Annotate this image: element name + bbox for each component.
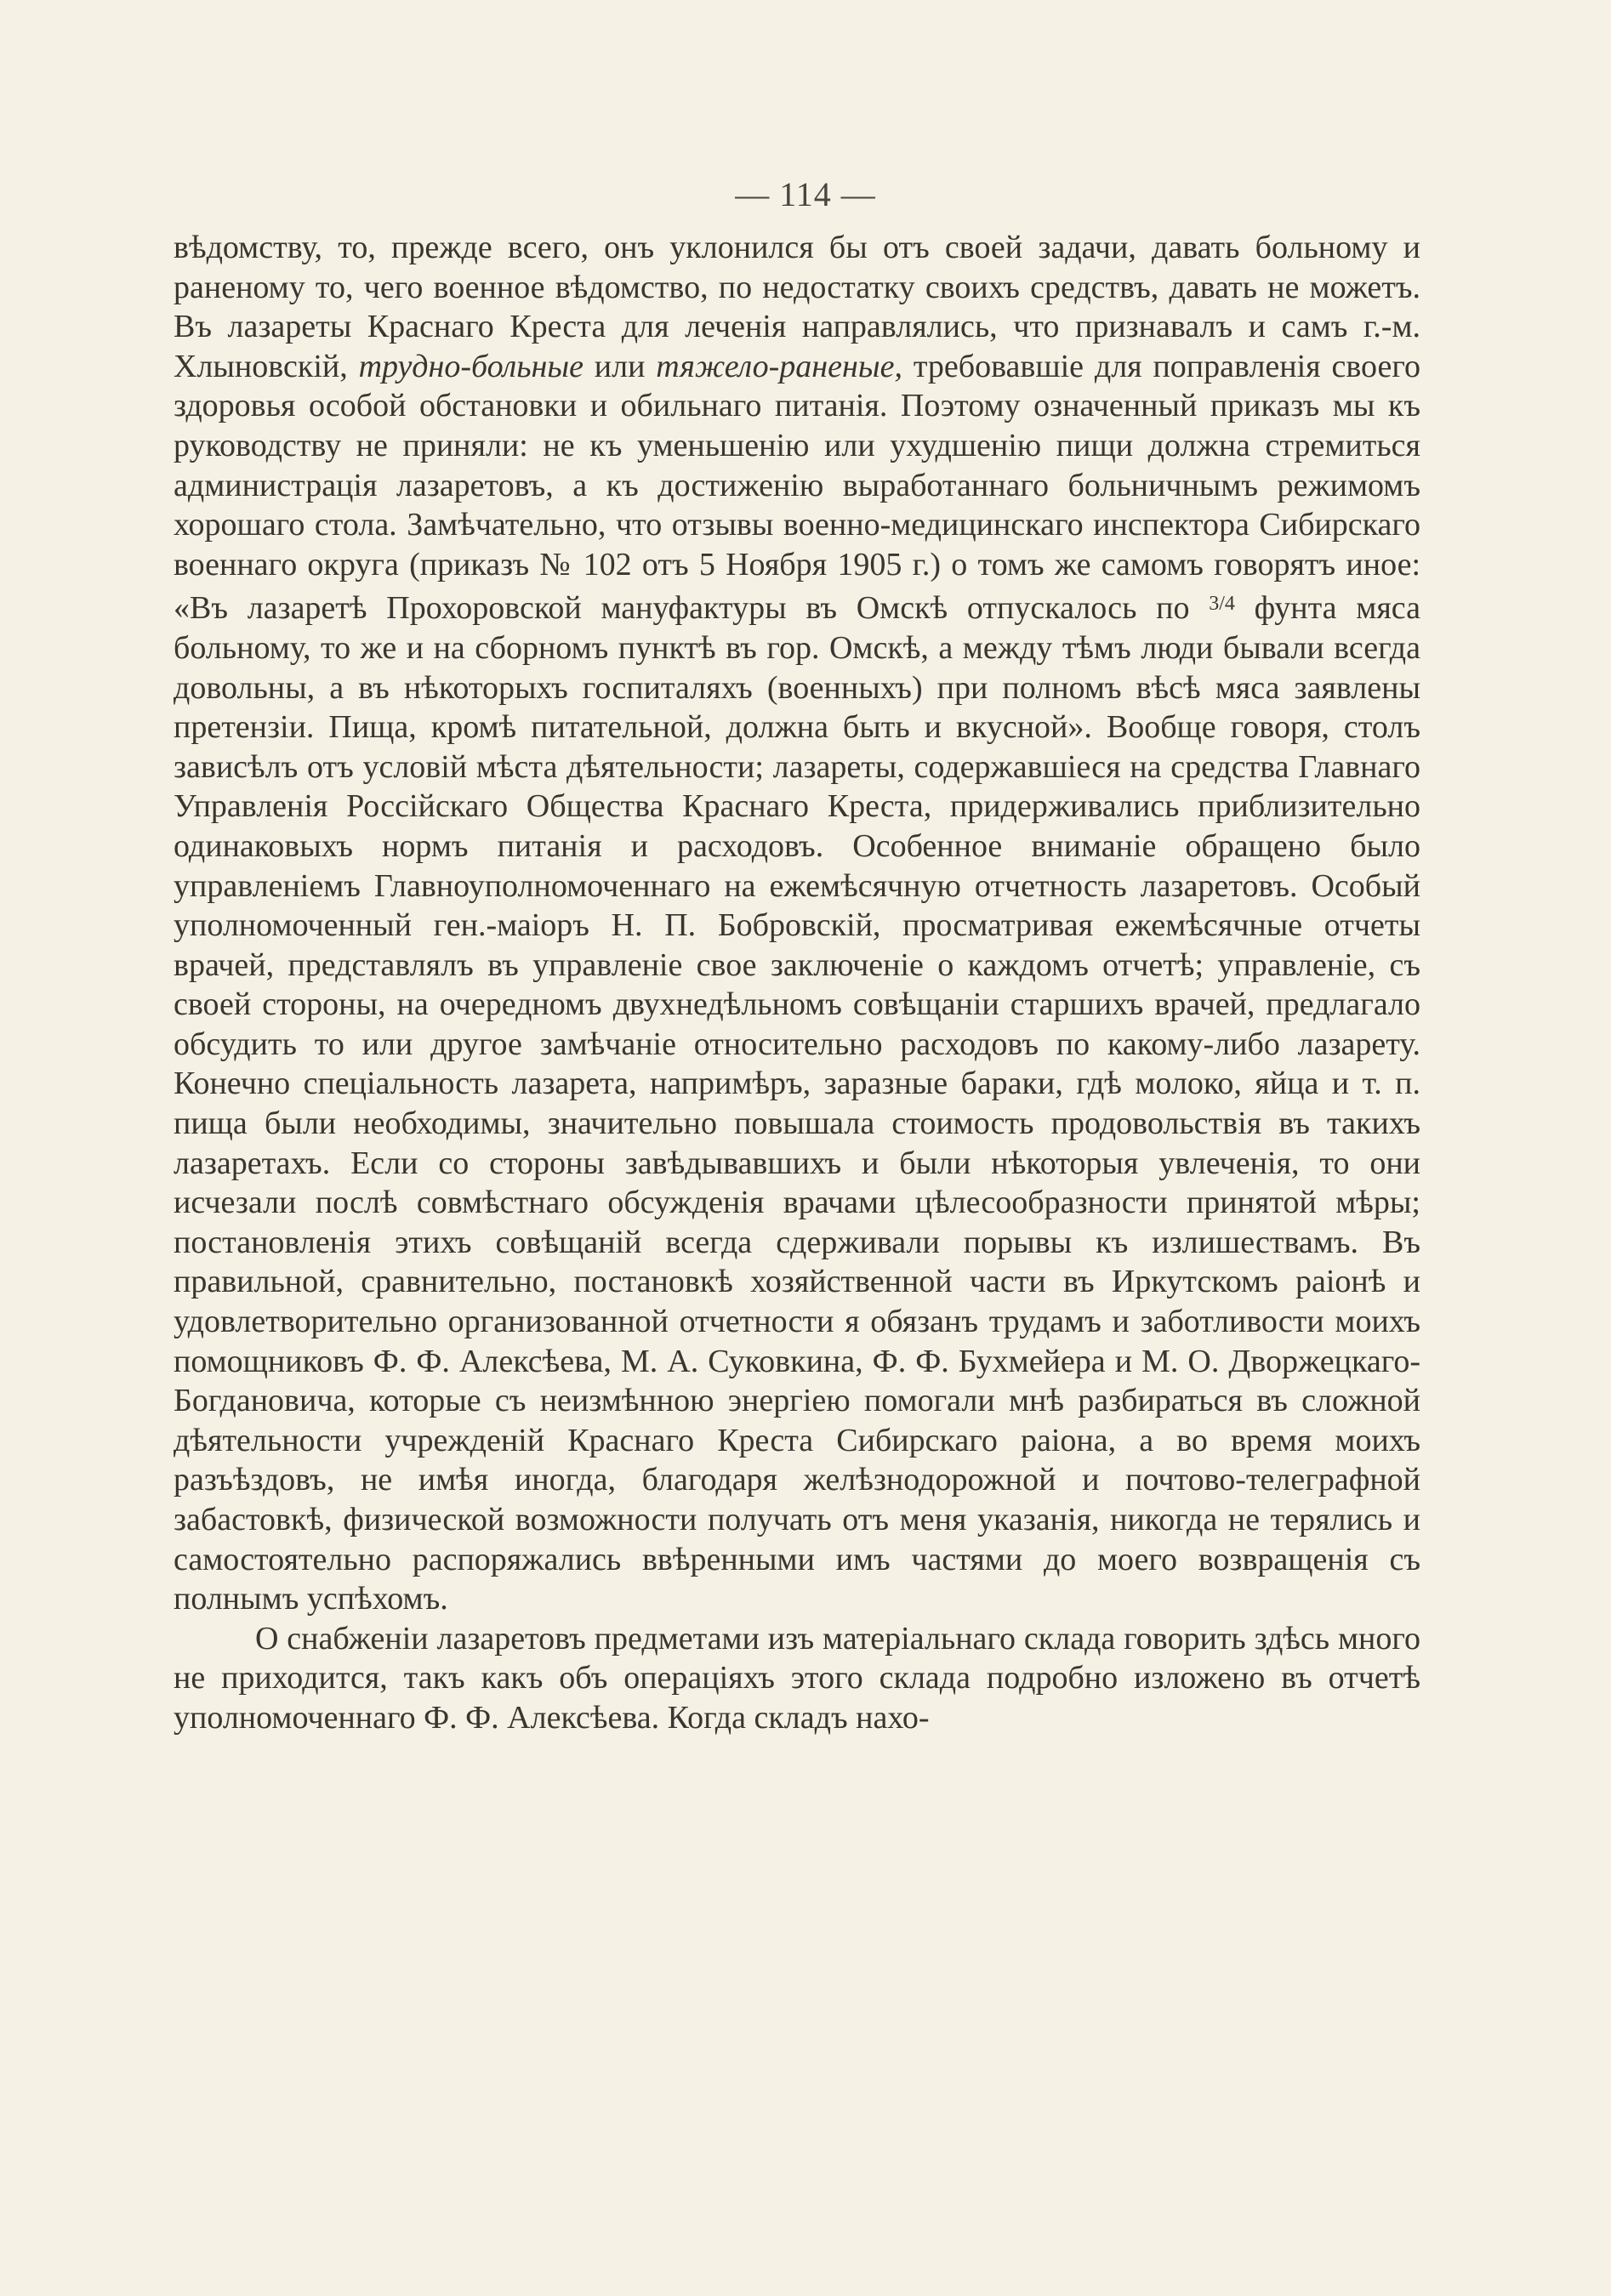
paragraph bbox=[174, 228, 1420, 1619]
text-run: вѣдомству, то, прежде всего, онъ уклонился бы отъ своей задачи, давать больному и раненому то, чего военное вѣдомство, по недостатку своихъ средствъ, давать не можетъ. Въ лазареты Краснаго Креста для леченія направлялись, что признавалъ и самъ г.-м. Хлыновскій, bbox=[174, 230, 1420, 384]
text-run: О снабженіи лазаретовъ предметами изъ матеріальнаго склада говорить здѣсь много не приходится, такъ какъ объ операціяхъ этого склада подробно изложено въ отчетѣ уполномоченнаго Ф. Ф. Алексѣева. Когда складъ нахо- bbox=[174, 1620, 1420, 1736]
text-run: требовавшіе для поправленія своего здоровья особой обстановки и обильнаго питанія. Поэтому означенный приказъ мы къ руководству не приняли: не къ уменьшенію или ухудшенію пищи должна стремиться администрація лазаретовъ, а къ достиженію выработаннаго больничнымъ режимомъ хорошаго стола. Замѣчательно, что отзывы военно-медицинскаго инспектора Сибирскаго военнаго округа (приказъ № 102 отъ 5 Ноября 1905 г.) о томъ же самомъ говорятъ иное: «Въ лазаретѣ Прохоровской мануфактуры въ Омскѣ отпускалось по bbox=[174, 348, 1421, 627]
page-number: — 114 — bbox=[735, 175, 876, 213]
italic-phrase: тяжело-раненые, bbox=[656, 348, 902, 384]
body-text bbox=[174, 228, 1420, 1738]
fraction: 3/4 bbox=[1209, 593, 1235, 616]
paragraph bbox=[174, 1619, 1420, 1738]
italic-phrase: трудно-больные bbox=[358, 348, 583, 384]
text-run: или bbox=[583, 348, 657, 384]
text-run: фунта мяса больному, то же и на сборномъ пунктѣ въ гор. Омскѣ, а между тѣмъ люди бывали всегда довольны, а въ нѣкоторыхъ госпиталяхъ (военныхъ) при полномъ вѣсѣ мяса заявлены претензіи. Пища, кромѣ питательной, должна быть и вкусной». Вообще говоря, столъ зависѣлъ отъ условій мѣста дѣятельности; лазареты, содержавшіеся на средства Главнаго Управленія Россійскаго Общества Краснаго Креста, придерживались приблизительно одинаковыхъ нормъ питанія и расходовъ. Особенное вниманіе обращено было управленіемъ Главноуполномоченнаго на ежемѣсячную отчетность лазаретовъ. Особый уполномоченный ген.-маіоръ Н. П. Бобровскій, просматривая ежемѣсячные отчеты врачей, представлялъ въ управленіе свое заключеніе о каждомъ отчетѣ; управленіе, съ своей стороны, на очередномъ двухнедѣльномъ совѣщаніи старшихъ врачей, предлагало обсудить то или другое замѣчаніе относительно расходовъ по какому-либо лазарету. Конечно спеціальность лазарета, напримѣръ, заразные бараки, гдѣ молоко, яйца и т. п. пища были необходимы, значительно повышала стоимость продовольствія въ такихъ лазаретахъ. Если со стороны завѣдывавшихъ и были нѣкоторыя увлеченія, то они исчезали послѣ совмѣстнаго обсужденія врачами цѣлесообразности принятой мѣры; постановленія этихъ совѣщаній всегда сдерживали порывы къ излишествамъ. Въ правильной, сравнительно, постановкѣ хозяйственной части въ Иркутскомъ раіонѣ и удовлетворительно организованной отчетности я обязанъ трудамъ и заботливости моихъ помощниковъ Ф. Ф. Алексѣева, М. А. Суковкина, Ф. Ф. Бухмейера и М. О. Дворжецкаго-Богдановича, которые съ неизмѣнною энергіею помогали мнѣ разбираться въ сложной дѣятельности учрежденій Краснаго Креста Сибирскаго раіона, а во время моихъ разъѣздовъ, не имѣя иногда, благодаря желѣзнодорожной и почтово-телеграфной забастовкѣ, физической возможности получать отъ меня указанія, никогда не терялись и самостоятельно распоряжались ввѣренными имъ частями до моего возвращенія съ полнымъ успѣхомъ. bbox=[174, 590, 1421, 1617]
